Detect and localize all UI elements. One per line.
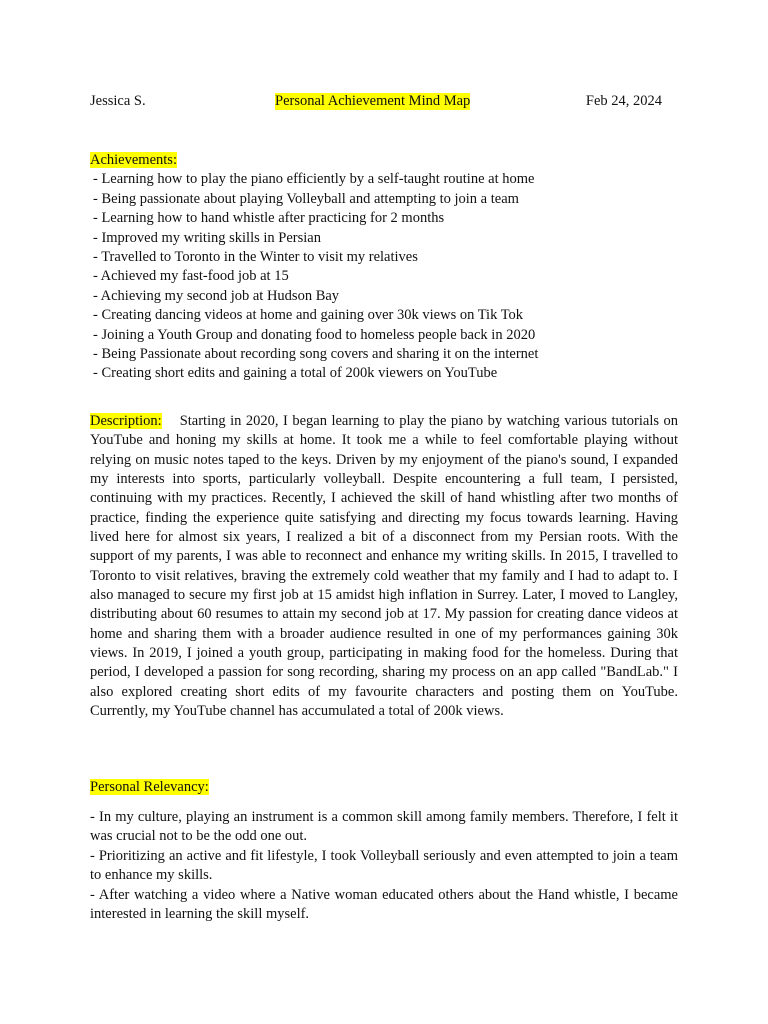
author-name: Jessica S. <box>90 93 146 109</box>
achievements-label: Achievements: <box>90 152 177 168</box>
achievement-item: - Learning how to play the piano efficiently by a self-taught routine at home <box>93 171 535 188</box>
relevancy-heading <box>90 779 209 796</box>
relevancy-section <box>90 808 678 924</box>
relevancy-item: - In my culture, playing an instrument is a common skill among family members. Therefore, I felt it was crucial not to be the odd one out. <box>90 809 678 845</box>
relevancy-item: - After watching a video where a Native woman educated others about the Hand whistle, I became interested in learning the skill myself. <box>90 886 678 923</box>
description-label: Description: <box>90 413 162 429</box>
achievement-item: - Being passionate about playing Volleyball and attempting to join a team <box>93 190 519 207</box>
achievement-item: - Creating short edits and gaining a total of 200k viewers on YouTube <box>93 365 498 382</box>
achievements-section <box>90 151 678 384</box>
description-section <box>90 412 678 722</box>
document-header <box>90 93 678 113</box>
achievement-item: - Joining a Youth Group and donating food to homeless people back in 2020 <box>93 326 536 343</box>
relevancy-label: Personal Relevancy: <box>90 779 209 795</box>
achievement-item: - Improved my writing skills in Persian <box>93 229 321 246</box>
achievement-item: - Travelled to Toronto in the Winter to visit my relatives <box>93 249 418 266</box>
achievement-item: - Achieving my second job at Hudson Bay <box>93 287 340 304</box>
achievement-item: - Creating dancing videos at home and gaining over 30k views on Tik Tok <box>93 307 524 324</box>
achievement-item: - Achieved my fast-food job at 15 <box>93 268 289 285</box>
relevancy-item: - Prioritizing an active and fit lifestyle, I took Volleyball seriously and even attempted to join a team to enhance my skills. <box>90 847 678 884</box>
description-text: Starting in 2020, I began learning to play the piano by watching various tutorials on YouTube and honing my skills at home. It took me a while to feel comfortable playing without relying on music notes taped to the keys. Driven by my enjoyment of the piano's sound, I expanded my interests into sports, particularly volleyball. Despite encountering a full team, I persisted, continuing with my practices. Recently, I achieved the skill of hand whistling after two months of practice, finding the experience quite satisfying and directing my focus towards learning. Having lived here for almost six years, I realized a bit of a disconnect from my Persian roots. With the support of my parents, I was able to reconnect and enhance my writing skills. In 2015, I travelled to Toronto to visit relatives, braving the extremely cold weather that my family and I had to adapt to. I also managed to secure my first job at 15 amidst high inflation in Surrey. Later, I moved to Langley, distributing about 60 resumes to attain my second job at 17. My passion for creating dance videos at home and sharing them with a broader audience resulted in one of my performances gaining 30k views. In 2019, I joined a youth group, participating in making food for the homeless. During that period, I developed a passion for song recording, sharing my process on an app called "BandLab." I also explored creating short edits of my favourite characters and posting them on YouTube. Currently, my YouTube channel has accumulated a total of 200k views. <box>90 413 678 720</box>
document-title: Personal Achievement Mind Map <box>275 93 471 109</box>
achievement-item: - Learning how to hand whistle after practicing for 2 months <box>93 210 445 227</box>
achievements-list <box>90 170 678 383</box>
achievement-item: - Being Passionate about recording song covers and sharing it on the internet <box>93 346 539 363</box>
document-date: Feb 24, 2024 <box>585 93 662 109</box>
